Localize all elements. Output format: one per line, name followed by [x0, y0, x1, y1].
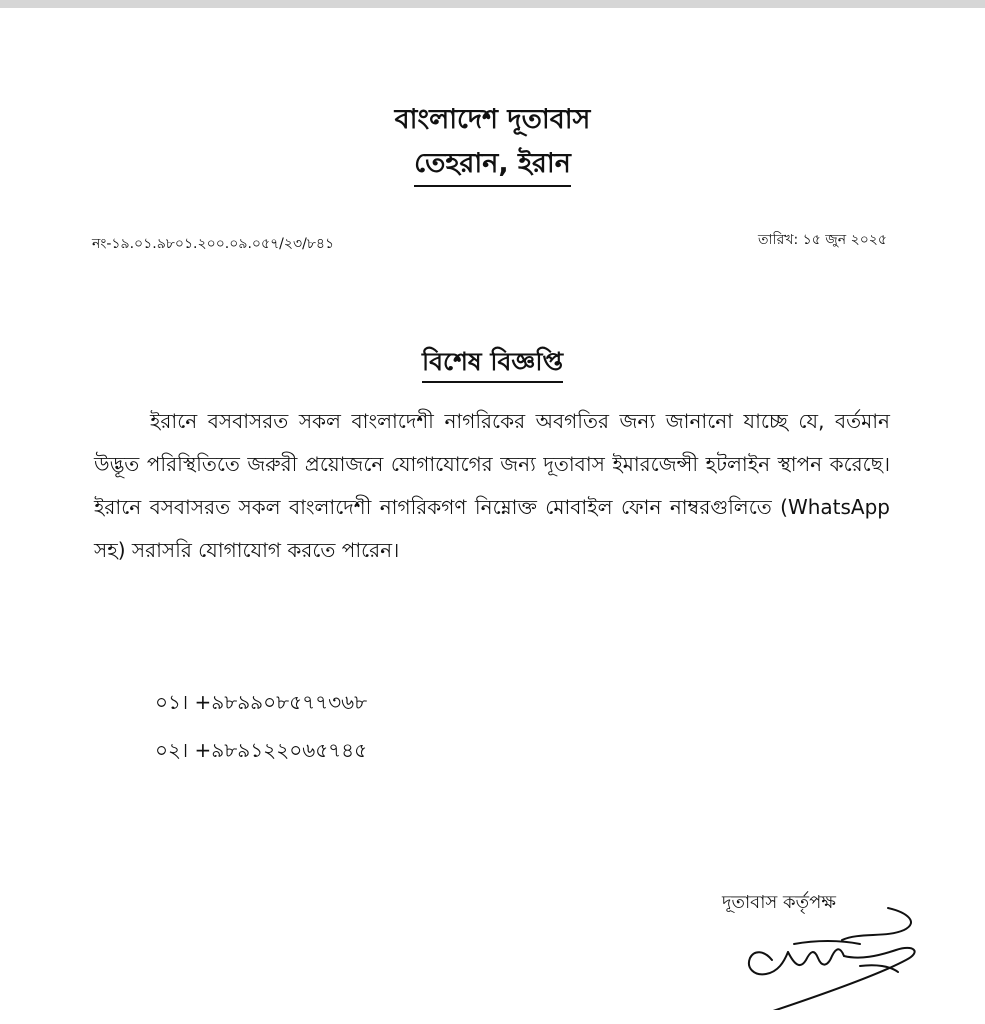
- top-border-strip: [0, 0, 985, 8]
- memo-date: তারিখ: ১৫ জুন ২০২৫: [758, 232, 887, 248]
- hotline-list: [155, 678, 367, 774]
- notice-document: [0, 8, 985, 1024]
- hotline-number-2: ০২। +৯৮৯১২২০৬৫৭৪৫: [155, 738, 368, 762]
- letterhead: [0, 100, 985, 187]
- notice-title: [0, 344, 985, 383]
- memo-reference-number: নং-১৯.০১.৯৮০১.২০০.০৯.০৫৭/২৩/৮৪১: [92, 236, 335, 252]
- hotline-number-1: ০১। +৯৮৯৯০৮৫৭৭৩৬৮: [155, 690, 368, 714]
- notice-body: ইরানে বসবাসরত সকল বাংলাদেশী নাগরিকের অবগতির জন্য জানানো যাচ্ছে যে, বর্তমান উদ্ভূত পরিস্থিতিতে জরুরী প্রয়োজনে যোগাযোগের জন্য দূতাবাস ইমারজেন্সী হটলাইন স্থাপন করেছে। ইরানে বসবাসরত সকল বাংলাদেশী নাগরিকগণ নিম্নোক্ত মোবাইল ফোন নাম্বরগুলিতে (WhatsApp সহ) সরাসরি যোগাযোগ করতে পারেন।: [94, 409, 890, 562]
- signature-block: [700, 880, 940, 1010]
- org-location: তেহরান, ইরান: [414, 144, 571, 187]
- notice-title-text: বিশেষ বিজ্ঞপ্তি: [422, 344, 563, 383]
- signature-authority-label: দূতাবাস কর্তৃপক্ষ: [722, 892, 836, 913]
- handwritten-signature: [710, 900, 930, 1010]
- org-name: বাংলাদেশ দূতাবাস: [394, 104, 591, 135]
